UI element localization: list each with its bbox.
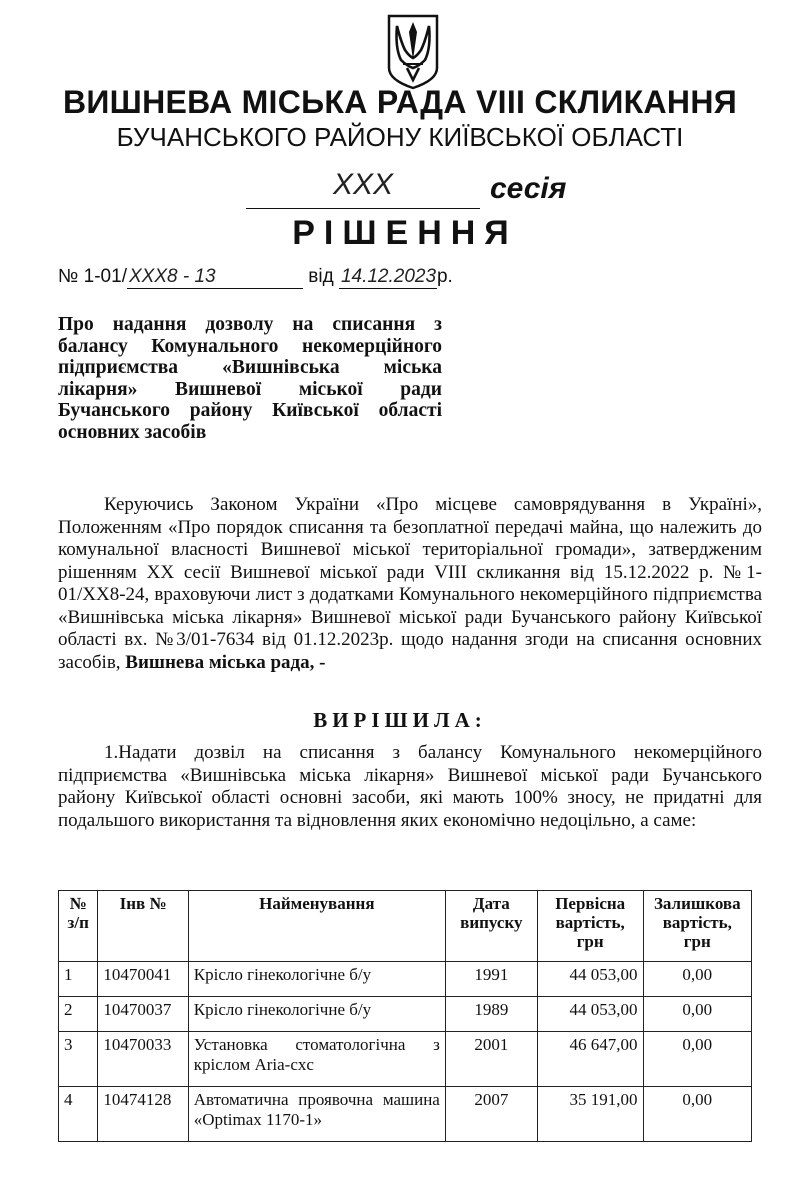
session-label: сесія bbox=[490, 172, 567, 205]
cell-rest: 0,00 bbox=[643, 997, 751, 1032]
item-1-paragraph: 1.Надати дозвіл на списання з балансу Комунального некомерційного підприємства «Вишнівська міська лікарня» Вишневої міської ради Бучанського району Київської області основні засоби, які мають 100% зносу, не придатні для подальшого використання та відновлення яких економічно недоцільно, а саме: bbox=[58, 742, 762, 831]
cell-inv: 10470037 bbox=[98, 997, 188, 1032]
header-rest: Залишкова вартість, грн bbox=[643, 891, 751, 962]
cell-rest: 0,00 bbox=[643, 1087, 751, 1142]
session-number: XXX bbox=[332, 168, 394, 201]
assets-table bbox=[58, 890, 752, 1142]
preamble-bold-tail: Вишнева міська рада, - bbox=[125, 651, 326, 673]
council-title: ВИШНЕВА МІСЬКА РАДА VIII СКЛИКАННЯ bbox=[62, 84, 738, 120]
decision-date-handwritten: 14.12.2023 bbox=[340, 266, 437, 287]
district-title: БУЧАНСЬКОГО РАЙОНУ КИЇВСЬКОЇ ОБЛАСТІ bbox=[116, 122, 684, 152]
session-underline bbox=[246, 208, 480, 209]
table-row bbox=[59, 962, 752, 997]
cell-num: 3 bbox=[59, 1032, 98, 1087]
preamble-text: Керуючись Законом України «Про місцеве самоврядування в Україні», Положенням «Про порядок списання та безоплатної передачі майна, що належить до комунальної власності Вишневої міської територіальної громади», затвердженим рішенням XX сесії Вишневої міської ради VIII скликання від 15.12.2022 р. №1-01/XX8-24, враховуючи лист з додатками Комунального некомерційного підприємства «Вишнівська міська лікарня» Вишневої міської ради Бучанського району Київської області вх. №3/01-7634 від 01.12.2023р. щодо надання згоди на списання основних засобів, bbox=[58, 494, 762, 673]
decision-date-label: від bbox=[308, 266, 334, 287]
cell-cost: 46 647,00 bbox=[537, 1032, 643, 1087]
preamble-paragraph bbox=[58, 494, 762, 674]
cell-name: Установка стоматологічна з кріслом Aria-cxc bbox=[188, 1032, 445, 1087]
cell-name: Автоматична проявочна машина «Optimax 1170-1» bbox=[188, 1087, 445, 1142]
cell-cost: 44 053,00 bbox=[537, 962, 643, 997]
resolved-heading: ВИРІШИЛА: bbox=[313, 708, 487, 732]
cell-rest: 0,00 bbox=[643, 962, 751, 997]
decision-date-suffix: р. bbox=[436, 266, 453, 287]
decision-subject: Про надання дозволу на списання з балансу Комунального некомерційного підприємства «Вишнівська міська лікарня» Вишневої міської ради Бучанського району Київської області основних засобів bbox=[58, 314, 442, 443]
cell-name: Крісло гінекологічне б/у bbox=[188, 962, 445, 997]
header-cost: Первісна вартість, грн bbox=[537, 891, 643, 962]
decision-number-handwritten: XXX8 - 13 bbox=[127, 266, 303, 289]
table-row bbox=[59, 997, 752, 1032]
cell-cost: 44 053,00 bbox=[537, 997, 643, 1032]
document-type-title: РІШЕННЯ bbox=[292, 214, 518, 252]
cell-num: 1 bbox=[59, 962, 98, 997]
decision-number-line bbox=[58, 266, 453, 289]
cell-year: 2001 bbox=[445, 1032, 537, 1087]
cell-num: 4 bbox=[59, 1087, 98, 1142]
cell-rest: 0,00 bbox=[643, 1032, 751, 1087]
cell-inv: 10470033 bbox=[98, 1032, 188, 1087]
table-header-row bbox=[59, 891, 752, 962]
cell-year: 1989 bbox=[445, 997, 537, 1032]
cell-year: 1991 bbox=[445, 962, 537, 997]
header-name: Найменування bbox=[188, 891, 445, 962]
table-row bbox=[59, 1087, 752, 1142]
cell-year: 2007 bbox=[445, 1087, 537, 1142]
trident-emblem-icon bbox=[383, 12, 443, 90]
cell-inv: 10474128 bbox=[98, 1087, 188, 1142]
header-inv: Інв № bbox=[98, 891, 188, 962]
header-num: № з/п bbox=[59, 891, 98, 962]
table-row bbox=[59, 1032, 752, 1087]
cell-num: 2 bbox=[59, 997, 98, 1032]
cell-inv: 10470041 bbox=[98, 962, 188, 997]
cell-cost: 35 191,00 bbox=[537, 1087, 643, 1142]
cell-name: Крісло гінекологічне б/у bbox=[188, 997, 445, 1032]
header-year: Дата випуску bbox=[445, 891, 537, 962]
decision-number-prefix: № 1-01/ bbox=[58, 266, 127, 287]
